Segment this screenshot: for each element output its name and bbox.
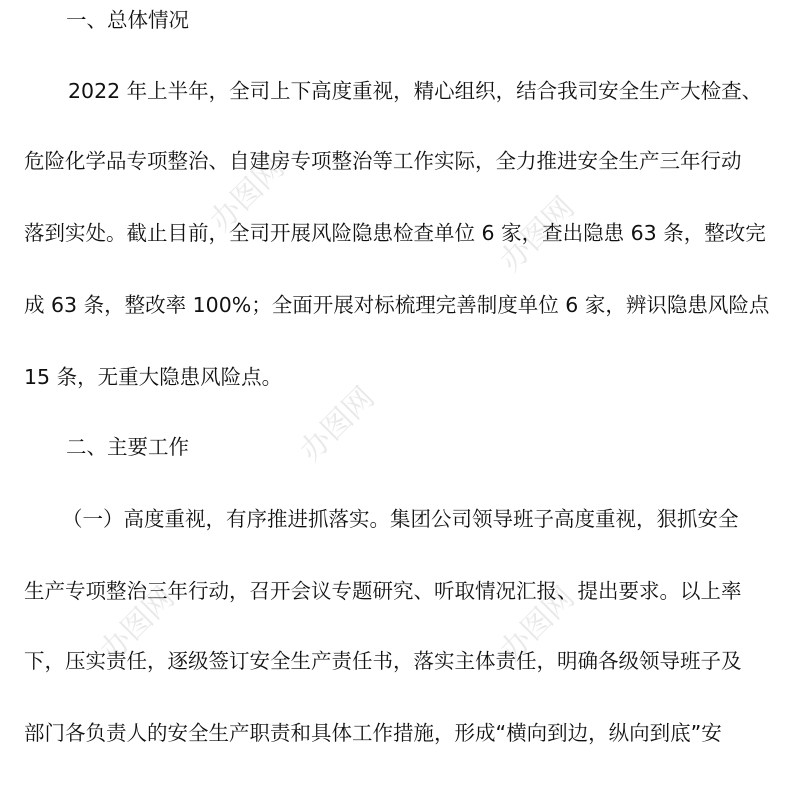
paragraph-line: 2022 年上半年，全司上下高度重视，精心组织，结合我司安全生产大检查、 — [68, 79, 763, 103]
watermark-4: 办图网 — [93, 580, 182, 669]
paragraph-line: 落到实处。截止目前，全司开展风险隐患检查单位 6 家，查出隐患 63 条，整改完 — [24, 221, 766, 245]
watermark-3: 办图网 — [293, 380, 382, 469]
paragraph-line: 成 63 条，整改率 100%；全面开展对标梳理完善制度单位 6 家，辨识隐患风险点 — [24, 293, 770, 317]
paragraph-line: （一）高度重视，有序推进抓落实。集团公司领导班子高度重视，狠抓安全 — [62, 507, 739, 531]
section-heading-main-work: 二、主要工作 — [66, 435, 189, 459]
paragraph-line: 生产专项整治三年行动，召开会议专题研究、听取情况汇报、提出要求。以上率 — [24, 579, 742, 603]
watermark-5: 办图网 — [493, 580, 582, 669]
section-heading-overview: 一、总体情况 — [66, 8, 189, 32]
paragraph-line: 15 条，无重大隐患风险点。 — [24, 365, 283, 389]
watermark-2: 办图网 — [493, 190, 582, 279]
paragraph-line: 下，压实责任，逐级签订安全生产责任书，落实主体责任，明确各级领导班子及 — [24, 649, 742, 673]
watermark-1: 办图网 — [203, 150, 292, 239]
paragraph-line: 危险化学品专项整治、自建房专项整治等工作实际，全力推进安全生产三年行动 — [24, 149, 742, 173]
paragraph-line: 部门各负责人的安全生产职责和具体工作措施，形成“横向到边，纵向到底”安 — [24, 721, 722, 745]
